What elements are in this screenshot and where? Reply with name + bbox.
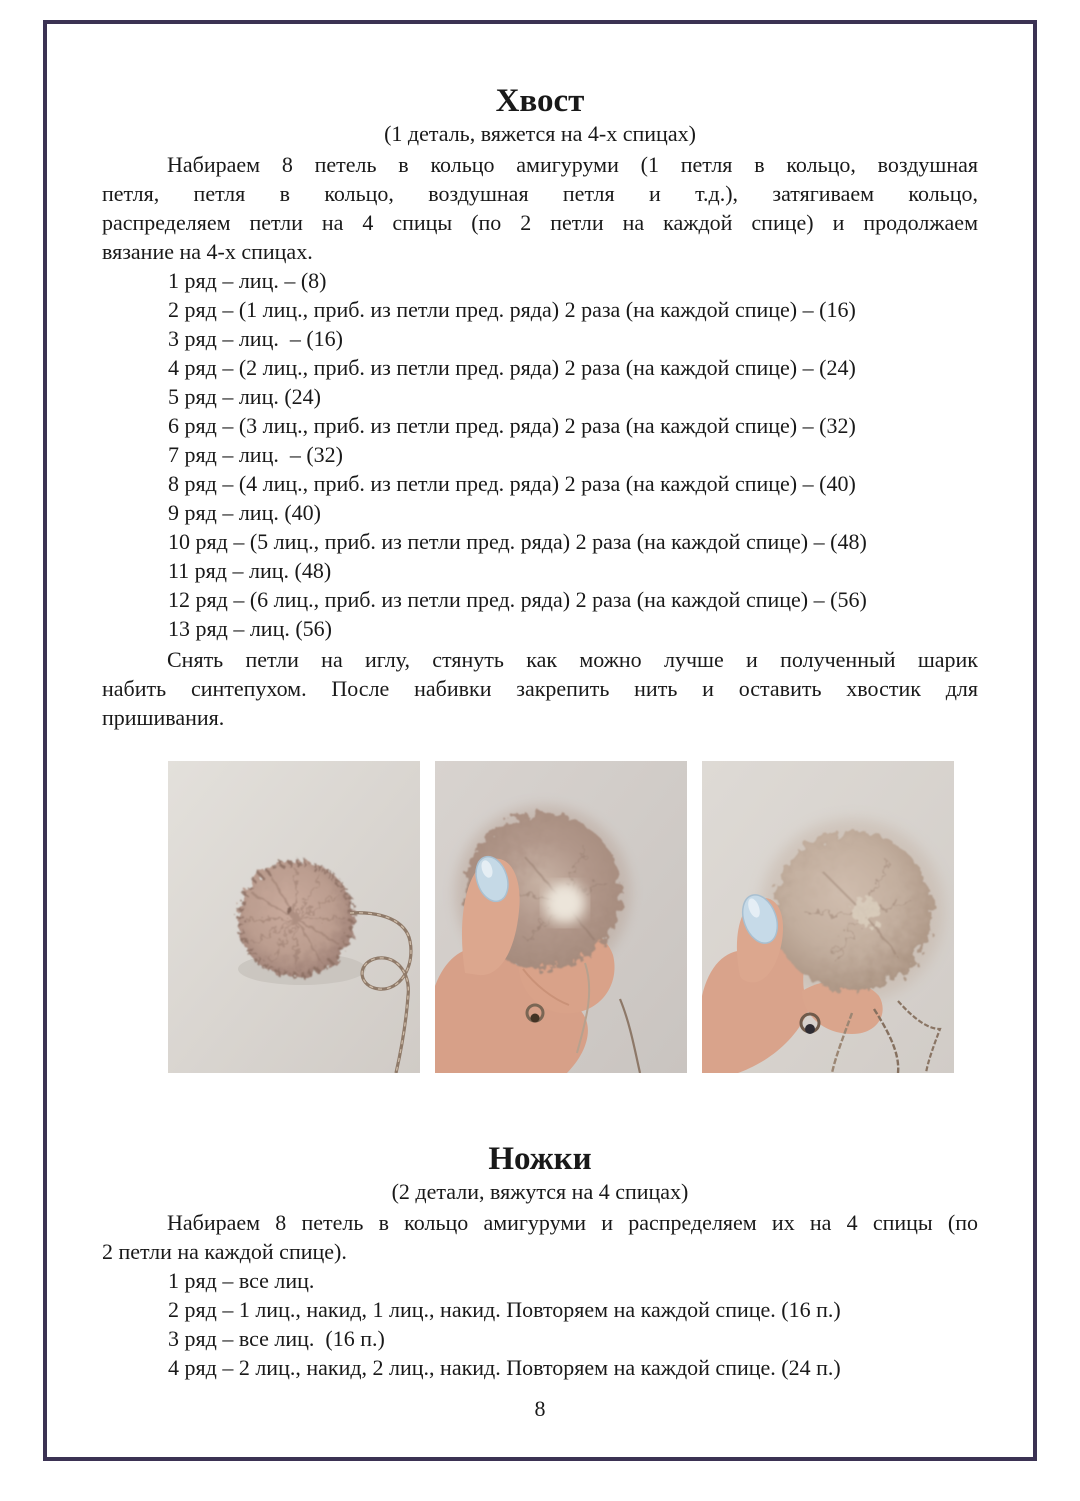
pattern-row: 2 ряд – 1 лиц., накид, 1 лиц., накид. Повторяем на каждой спице. (16 п.) bbox=[168, 1297, 841, 1322]
photo-hand-holding-fluffy-ball bbox=[702, 761, 954, 1073]
paragraph-line: распределяем петли на 4 спицы (по 2 петли на каждой спице) и продолжаем bbox=[102, 210, 978, 235]
paragraph-line: 2 петли на каждой спице). bbox=[102, 1239, 347, 1264]
pattern-row: 13 ряд – лиц. (56) bbox=[168, 616, 332, 641]
legs-pattern-rows bbox=[102, 1266, 978, 1382]
section-subtitle-legs: (2 детали, вяжутся на 4 спицах) bbox=[391, 1179, 689, 1204]
page-number: 8 bbox=[534, 1396, 546, 1421]
pattern-row: 12 ряд – (6 лиц., приб. из петли пред. ряда) 2 раза (на каждой спице) – (56) bbox=[168, 587, 867, 612]
pattern-row: 4 ряд – (2 лиц., приб. из петли пред. ряда) 2 раза (на каждой спице) – (24) bbox=[168, 355, 856, 380]
paragraph-line: пришивания. bbox=[102, 705, 225, 730]
pattern-row: 5 ряд – лиц. (24) bbox=[168, 384, 321, 409]
pattern-row: 7 ряд – лиц. – (32) bbox=[168, 442, 343, 467]
pattern-row: 1 ряд – все лиц. bbox=[168, 1268, 315, 1293]
section-title-legs: Ножки bbox=[488, 1141, 592, 1177]
pattern-row: 4 ряд – 2 лиц., накид, 2 лиц., накид. Повторяем на каждой спице. (24 п.) bbox=[168, 1355, 841, 1380]
pattern-row: 3 ряд – лиц. – (16) bbox=[168, 326, 343, 351]
section-title-tail: Хвост bbox=[495, 83, 585, 119]
paragraph-line: Снять петли на иглу, стянуть как можно лучше и полученный шарик bbox=[167, 647, 978, 672]
pattern-row: 9 ряд – лиц. (40) bbox=[168, 500, 321, 525]
photo-illustration bbox=[702, 761, 954, 1073]
paragraph-line: Набираем 8 петель в кольцо амигуруми и распределяем их на 4 спицы (по bbox=[167, 1210, 978, 1235]
legs-intro-paragraph bbox=[102, 1208, 978, 1266]
pattern-row: 8 ряд – (4 лиц., приб. из петли пред. ряда) 2 раза (на каждой спице) – (40) bbox=[168, 471, 856, 496]
photo-hand-holding-stuffed-circle bbox=[435, 761, 687, 1073]
photo-illustration bbox=[168, 761, 420, 1073]
paragraph-line: петля, петля в кольцо, воздушная петля и т.д.), затягиваем кольцо, bbox=[102, 181, 978, 206]
photo-row bbox=[168, 761, 978, 1073]
section-subtitle-tail: (1 деталь, вяжется на 4-х спицах) bbox=[384, 121, 696, 146]
pattern-row: 6 ряд – (3 лиц., приб. из петли пред. ряда) 2 раза (на каждой спице) – (32) bbox=[168, 413, 856, 438]
pattern-row: 3 ряд – все лиц. (16 п.) bbox=[168, 1326, 385, 1351]
tail-pattern-rows bbox=[102, 266, 978, 643]
tail-intro-paragraph bbox=[102, 150, 978, 266]
pattern-row: 11 ряд – лиц. (48) bbox=[168, 558, 332, 583]
pattern-row: 2 ряд – (1 лиц., приб. из петли пред. ряда) 2 раза (на каждой спице) – (16) bbox=[168, 297, 856, 322]
pattern-row: 1 ряд – лиц. – (8) bbox=[168, 268, 327, 293]
document-page bbox=[102, 84, 978, 1423]
tail-outro-paragraph bbox=[102, 645, 978, 732]
paragraph-line: Набираем 8 петель в кольцо амигуруми (1 петля в кольцо, воздушная bbox=[167, 152, 978, 177]
photo-illustration bbox=[435, 761, 687, 1073]
pattern-row: 10 ряд – (5 лиц., приб. из петли пред. ряда) 2 раза (на каждой спице) – (48) bbox=[168, 529, 867, 554]
photo-knitted-disc bbox=[168, 761, 420, 1073]
paragraph-line: вязание на 4-х спицах. bbox=[102, 239, 313, 264]
paragraph-line: набить синтепухом. После набивки закрепить нить и оставить хвостик для bbox=[102, 676, 978, 701]
